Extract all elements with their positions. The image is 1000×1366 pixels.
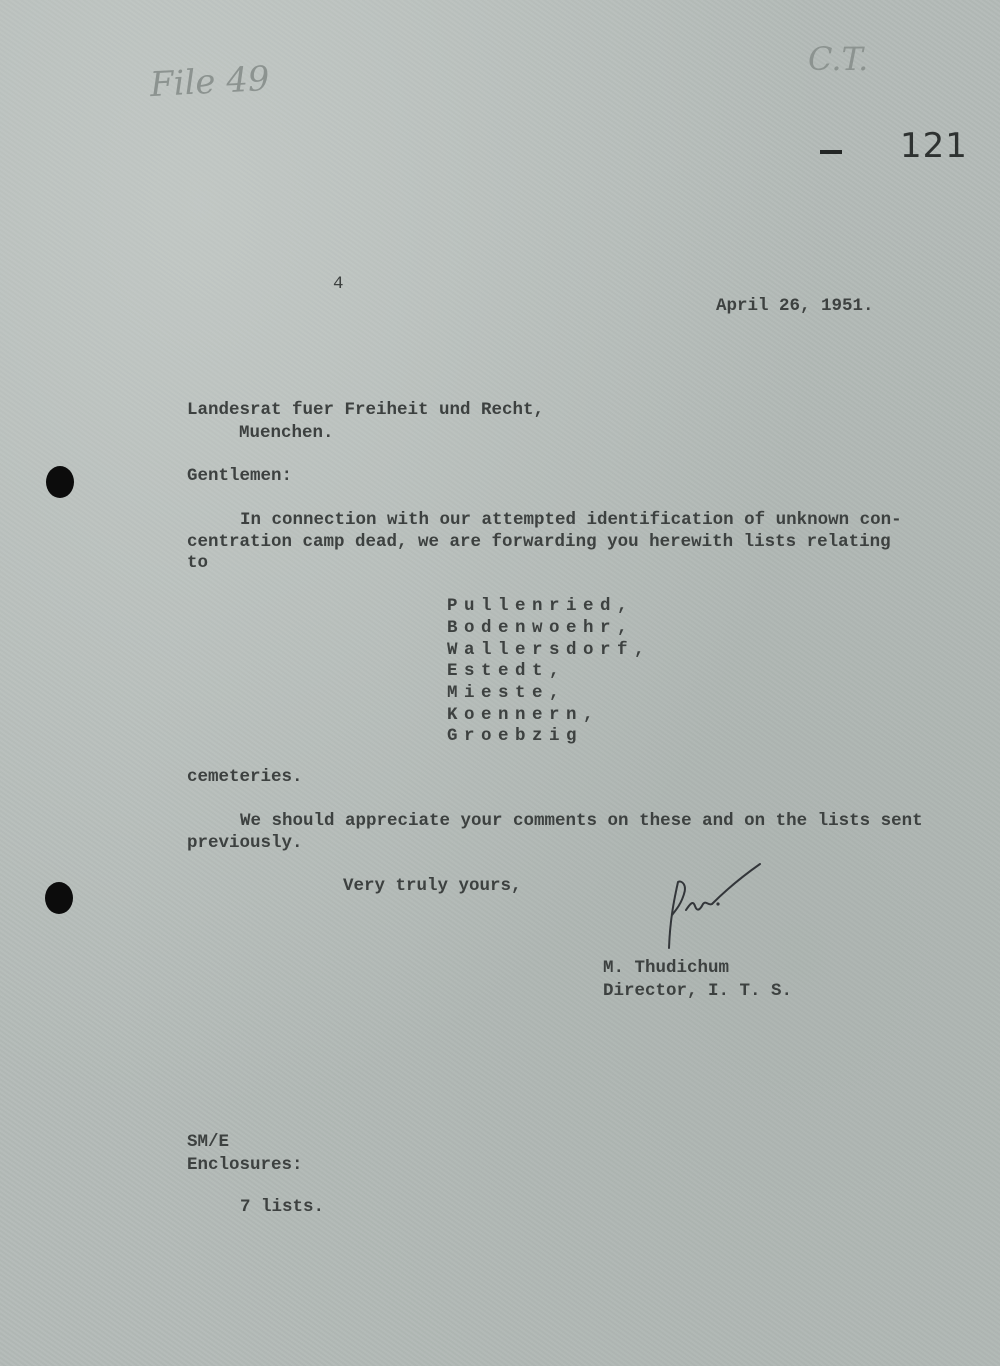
cemetery-list-item: Pullenried, xyxy=(447,596,635,616)
body-line: to xyxy=(187,553,209,573)
cemetery-list-item: Bodenwoehr, xyxy=(447,618,635,638)
enclosures-label: Enclosures: xyxy=(187,1155,303,1175)
stamp-dash xyxy=(820,150,842,154)
reference-initials: SM/E xyxy=(187,1132,230,1152)
recipient-line-1: Landesrat fuer Freiheit und Recht, xyxy=(187,400,545,420)
signatory-name: M. Thudichum xyxy=(603,958,730,978)
body-line: We should appreciate your comments on these and on the lists sent xyxy=(240,811,923,831)
body-line: In connection with our attempted identification of unknown con- xyxy=(240,510,902,530)
signatory-title: Director, I. T. S. xyxy=(603,981,793,1001)
cemetery-list-item: Estedt, xyxy=(447,661,567,681)
cemetery-list-item: Wallersdorf, xyxy=(447,640,652,660)
cemetery-list-item: Mieste, xyxy=(447,683,567,703)
punch-hole-bottom xyxy=(45,882,73,914)
page-number: 121 xyxy=(900,126,968,166)
handwritten-signature xyxy=(660,860,770,955)
handwritten-file-note: File 49 xyxy=(149,58,271,106)
body-line: centration camp dead, we are forwarding you herewith lists relating xyxy=(187,532,891,552)
enclosures-count: 7 lists. xyxy=(240,1197,325,1217)
salutation: Gentlemen: xyxy=(187,466,293,486)
cemeteries-word: cemeteries. xyxy=(187,767,303,787)
body-line: previously. xyxy=(187,833,303,853)
closing: Very truly yours, xyxy=(343,876,522,896)
cemetery-list-item: Groebzig xyxy=(447,726,584,746)
letter-date: April 26, 1951. xyxy=(716,296,874,316)
letter-number: 4 xyxy=(333,274,344,294)
recipient-line-2: Muenchen. xyxy=(239,423,334,443)
handwritten-initials-note: C.T. xyxy=(808,40,869,78)
punch-hole-top xyxy=(46,466,74,498)
cemetery-list-item: Koennern, xyxy=(447,705,601,725)
